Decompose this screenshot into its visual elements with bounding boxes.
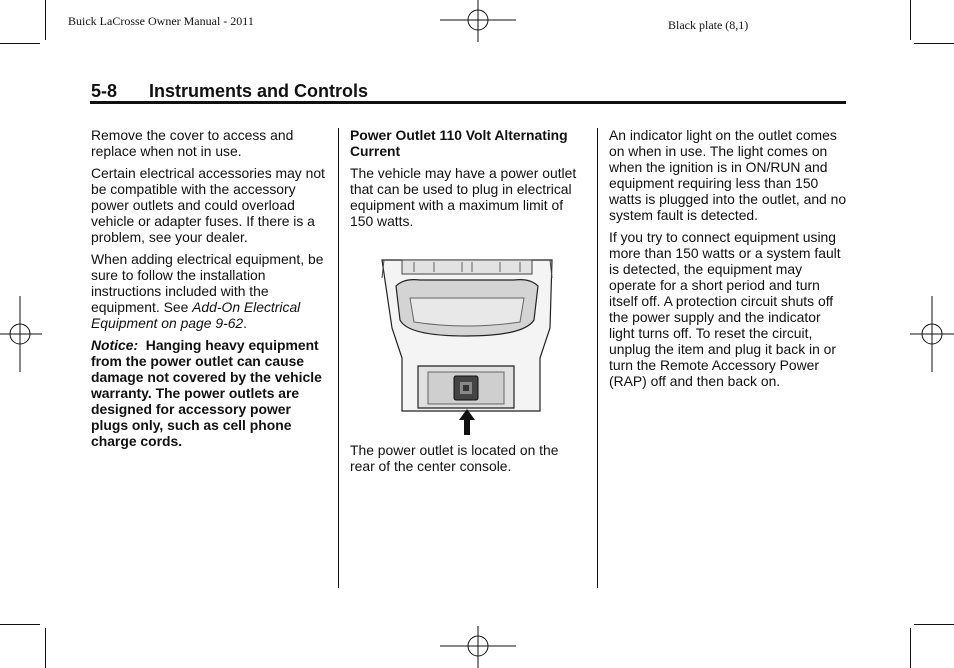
crop-mark	[914, 43, 954, 44]
notice-label: Notice:	[91, 337, 139, 353]
registration-mark-top	[440, 0, 516, 42]
cross-reference-link[interactable]: Add-On Electrical Equipment on page 9-62	[91, 299, 301, 331]
paragraph: Remove the cover to access and replace when not in use.	[91, 127, 294, 159]
registration-mark-bottom	[440, 626, 516, 668]
column-1	[91, 127, 329, 455]
black-plate-label: Black plate (8,1)	[668, 18, 749, 32]
section-title	[91, 81, 368, 102]
crop-mark	[910, 628, 911, 668]
caption-text: The power outlet is located on the rear of the center console.	[350, 442, 559, 474]
power-outlet-illustration	[374, 258, 558, 413]
notice-text: Hanging heavy equipment from the power outlet can cause damage not covered by the vehicle warranty. The power outlets are designed for accessory power plugs only, such as cell phone charge cords.	[91, 337, 322, 449]
column-divider	[338, 128, 339, 588]
crop-mark	[0, 43, 40, 44]
notice	[91, 337, 329, 449]
paragraph: The vehicle may have a power outlet that can be used to plug in electrical equipment with a maximum limit of 150 watts.	[350, 165, 577, 229]
text: When adding electrical equipment, be sure to follow the installation instructions included with the equipment. See	[91, 251, 324, 315]
registration-mark-right	[910, 296, 954, 372]
arrow-up-icon	[459, 409, 475, 435]
section-number: 5-8	[91, 81, 118, 101]
column-3	[609, 127, 849, 395]
column-2	[350, 127, 585, 235]
registration-mark-left	[0, 296, 42, 372]
crop-mark	[45, 628, 46, 668]
paragraph	[91, 251, 329, 331]
crop-mark	[0, 624, 40, 625]
column-divider	[597, 128, 598, 588]
crop-mark	[914, 624, 954, 625]
text: .	[243, 315, 247, 331]
paragraph: If you try to connect equipment using more than 150 watts or a system fault is detected, the equipment may operate for a short period and turn itself off. A protection circuit shuts off the power supply and the indicator light turns off. To reset the circuit, unplug the item and plug it back in or turn the Remote Accessory Power (RAP) off and then back on.	[609, 229, 841, 389]
title-rule	[90, 101, 846, 104]
figure-caption	[350, 442, 585, 480]
section-name: Instruments and Controls	[149, 81, 369, 101]
manual-title: Buick LaCrosse Owner Manual - 2011	[68, 14, 254, 28]
crop-mark	[910, 0, 911, 40]
paragraph: Certain electrical accessories may not be compatible with the accessory power outlets and could overload vehicle or adapter fuses. If there is a problem, see your dealer.	[91, 165, 325, 245]
subsection-heading: Power Outlet 110 Volt Alternating Current	[350, 127, 568, 159]
crop-mark	[45, 0, 46, 40]
paragraph: An indicator light on the outlet comes on when in use. The light comes on when the ignition is in ON/RUN and equipment requiring less than 150 watts is plugged into the outlet, and no system fault is detected.	[609, 127, 847, 223]
